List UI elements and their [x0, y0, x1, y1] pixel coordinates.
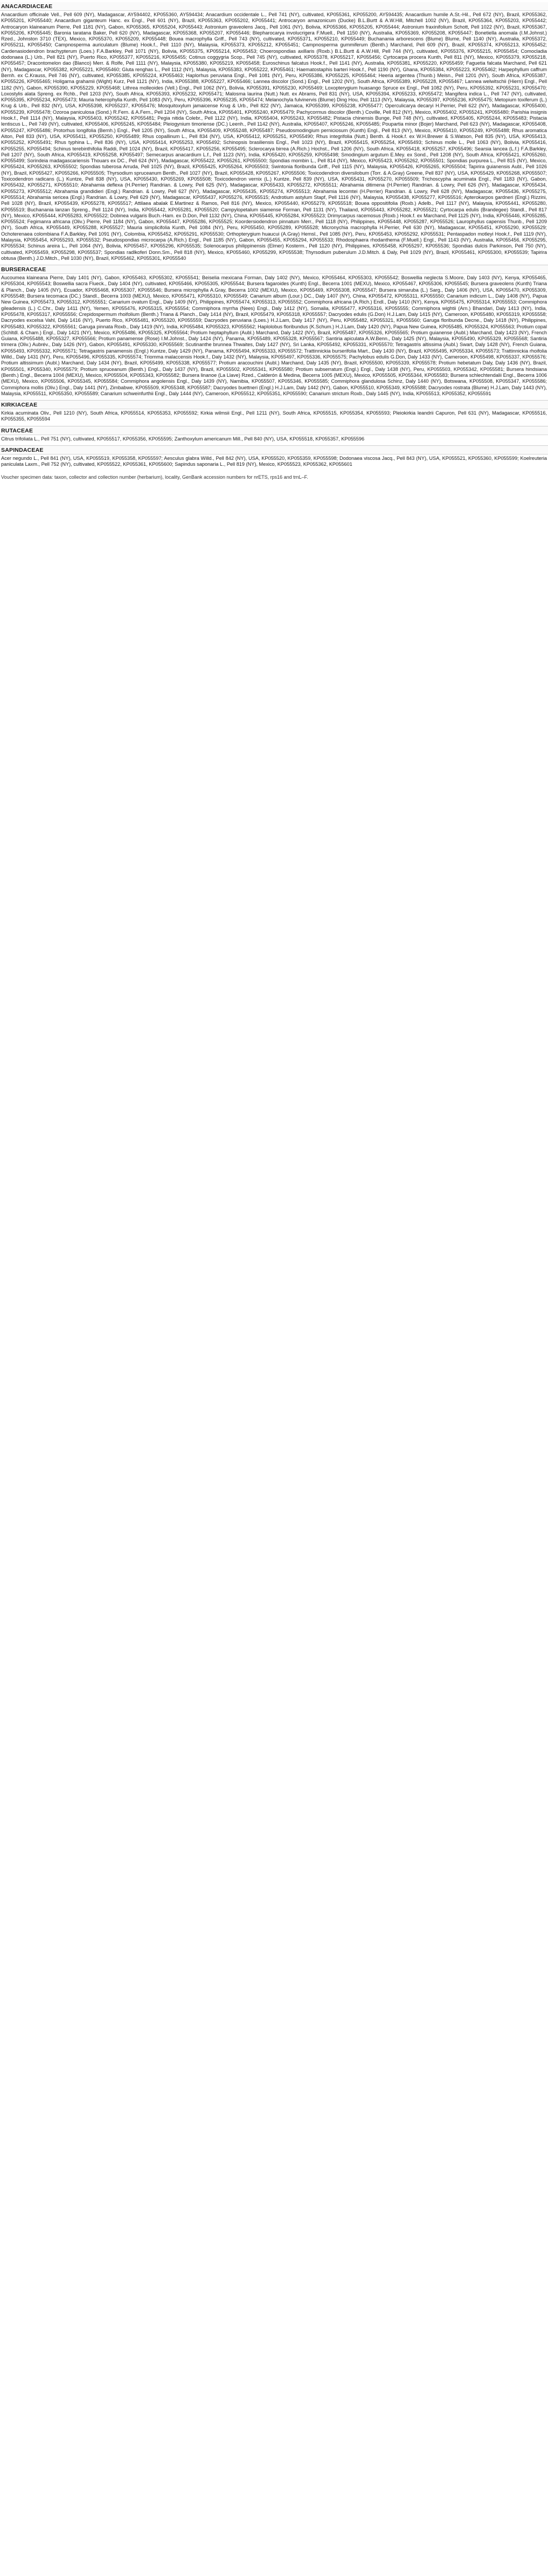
- family-section-rutaceae: [0, 426, 548, 445]
- family-heading: BURSERACEAE: [0, 265, 548, 274]
- family-entries: Acer negundo L., Pell 841 (NY), USA, KP055519, KP055358, KP055597; Aesculus glabra Willd., Pell 842 (NY), USA, KP055520, KP055359, KP055598; Dodonaea viscosa Jacq., Pell 843 (NY), USA, KP055521, KP055360, KP055599; Koelreuteria paniculata Laxm., Pell 752 (NY), cultivated, KP055522, KP055361, KP055600; Sapindus saponaria L., Pell 819 (NY), Mexico, KP055523, KP055362, KP055601: [1, 456, 547, 467]
- family-section-anacardiaceae: [0, 2, 548, 265]
- family-section-kirkiaceae: [0, 400, 548, 426]
- family-entries: Kirkia acuminata Oliv., Pell 1210 (NY), South Africa, KP055514, KP055353, KP055592; Kirkia wilmsii Engl., Pell 1211 (NY), South Africa, KP055515, KP055354, KP055593; Pleiokirkia leandrii Capuron, Pell 631 (NY), Madagascar, KP055516, KP055355, KP055594: [1, 410, 547, 422]
- family-heading: SAPINDACEAE: [0, 445, 548, 454]
- family-heading: KIRKIACEAE: [0, 400, 548, 409]
- family-section-sapindaceae: [0, 445, 548, 471]
- family-heading: RUTACEAE: [0, 426, 548, 435]
- family-heading: ANACARDIACEAE: [0, 2, 548, 11]
- family-entries: Citrus trifoliata L., Pell 751 (NY), cultivated, KP055517, KP055356, KP055595; Zanthoxylum americanum Mill., Pell 840 (NY), USA, KP055518, KP055357, KP055596: [1, 436, 365, 442]
- family-section-burseraceae: [0, 265, 548, 400]
- family-entries: Aucoumea klaineana Pierre, Daly 1401 (NY), Gabon, KP055463, KP055302, KP055541; Beiselia mexicana Forman, Daly 1402 (NY), Mexico, KP055464, KP055303, KP055542; Boswellia neglecta S.Moore, Daly 1403 (NY), Kenya, KP055465, KP055304, KP055543; Boswellia sacra Flueck., Daly 1404 (NY), cultivated, KP055466, KP055305, KP055544; Bursera fagaroides (Kunth) Engl., Becerra 1001 (MEXU), Mexico, KP055467, KP055306, KP055545; Bursera graveolens (Kunth) Triana & Planch., Daly 1405 (NY), Ecuador, KP055468, KP055307, KP055546; Bursera microphylla A.Gray, Becerra 1002 (MEXU), Mexico, KP055469, KP055308, KP055547; Bursera simaruba (L.) Sarg., Daly 1406 (NY), USA, KP055470, KP055309, KP055548; Bursera tecomaca (DC.) Standl., Becerra 1003 (MEXU), Mexico, KP055471, KP055310, KP055549; Canarium album (Lour.) DC., Daly 1407 (NY), China, KP055472, KP055311, KP055550; Canarium indicum L., Daly 1408 (NY), Papua New Guinea, KP055473, KP055312, KP055551; Canarium ovatum Engl., Daly 1409 (NY), Philippines, KP055474, KP055313, KP055552; Commiphora africana (A.Rich.) Endl., Daly 1410 (NY), Kenya, KP055475, KP055314, KP055553; Commiphora gileadensis (L.) C.Chr., Daly 1411 (NY), Yemen, KP055476, KP055315, KP055554; Commiphora myrrha (Nees) Engl., Daly 1412 (NY), Somalia, KP055477, KP055316, KP055555; Commiphora wightii (Arn.) Bhandari, Daly 1413 (NY), India, KP055478, KP055317, KP055556; Crepidospermum rhoifolium (Benth.) Triana & Planch., Daly 1414 (NY), Brazil, KP055479, KP055318, KP055557; Dacryodes edulis (G.Don) H.J.Lam, Daly 1415 (NY), Cameroon, KP055480, KP055319, KP055558; Dacryodes excelsa Vahl, Daly 1416 (NY), Puerto Rico, KP055481, KP055320, KP055559; Dacryodes peruviana (Loes.) H.J.Lam, Daly 1417 (NY), Peru, KP055482, KP055321, KP055560; Garuga floribunda Decne., Daly 1418 (NY), Philippines, KP055483, KP055322, KP055561; Garuga pinnata Roxb., Daly 1419 (NY), India, KP055484, KP055323, KP055562; Haplolobus floribundus (K.Schum.) H.J.Lam, Daly 1420 (NY), Papua New Guinea, KP055485, KP055324, KP055563; Protium copal (Schltdl. & Cham.) Engl., Daly 1421 (NY), Mexico, KP055486, KP055325, KP055564; Protium heptaphyllum (Aubl.) Marchand, Daly 1422 (NY), Brazil, KP055487, KP055326, KP055565; Protium guianense (Aubl.) Marchand, Daly 1423 (NY), French Guiana, KP055488, KP055327, KP055566; Protium panamense (Rose) I.M.Johnst., Daly 1424 (NY), Panama, KP055489, KP055328, KP055567; Santiria apiculata A.W.Benn., Daly 1425 (NY), Malaysia, KP055490, KP055329, KP055568; Santiria trimera (Oliv.) Aubrév., Daly 1426 (NY), Gabon, KP055491, KP055330, KP055569; Scutinanthe brunnea Thwaites, Daly 1427 (NY), Sri Lanka, KP055492, KP055331, KP055570; Tetragastris altissima (Aubl.) Swart, Daly 1428 (NY), French Guiana, KP055493, KP055332, KP055571; Tetragastris panamensis (Engl.) Kuntze, Daly 1429 (NY), Panama, KP055494, KP055333, KP055572; Trattinnickia burserifolia Mart., Daly 1430 (NY), Brazil, KP055495, KP055334, KP055573; Trattinnickia rhoifolia Willd., Daly 1431 (NY), Peru, KP055496, KP055335, KP055574; Triomma malaccensis Hook.f., Daly 1432 (NY), Malaysia, KP055497, KP055336, KP055575; Pachylobus edulis G.Don, Daly 1433 (NY), Cameroon, KP055498, KP055337, KP055576; Protium altissimum (Aubl.) Marchand, Daly 1434 (NY), Brazil, KP055499, KP055338, KP055577; Protium aracouchini (Aubl.) Marchand, Daly 1435 (NY), Brazil, KP055500, KP055339, KP055578; Protium hebetatum Daly, Daly 1436 (NY), Brazil, KP055501, KP055340, KP055579; Protium spruceanum (Benth.) Engl., Daly 1437 (NY), Brazil, KP055502, KP055341, KP055580; Protium subserratum (Engl.) Engl., Daly 1438 (NY), Peru, KP055503, KP055342, KP055581; Bursera hindsiana (Benth.) Engl., Becerra 1004 (MEXU), Mexico, KP055504, KP055343, KP055582; Bursera linanoe (La Llave) Rzed., Calderón & Medina, Becerra 1005 (MEXU), Mexico, KP055505, KP055344, KP055583; Bursera schlechtendalii Engl., Becerra 1006 (MEXU), Mexico, KP055506, KP055345, KP055584; Commiphora angolensis Engl., Daly 1439 (NY), Namibia, KP055507, KP055346, KP055585; Commiphora glandulosa Schinz, Daly 1440 (NY), Botswana, KP055508, KP055347, KP055586; Commiphora mollis (Oliv.) Engl., Daly 1441 (NY), Zimbabwe, KP055509, KP055348, KP055587; Dacryodes buettneri (Engl.) H.J.Lam, Daly 1442 (NY), Gabon, KP055510, KP055349, KP055588; Dacryodes rostrata (Blume) H.J.Lam, Daly 1443 (NY), Malaysia, KP055511, KP055350, KP055589; Canarium schweinfurthii Engl., Daly 1444 (NY), Cameroon, KP055512, KP055351, KP055590; Canarium strictum Roxb., Daly 1445 (NY), India, KP055513, KP055352, KP055591: [1, 275, 547, 396]
- table-footnote: Voucher specimen data: taxon, collector and collection number (herbarium), locality, GenBank accession numbers for nrETS, rps16 and trnL–F.: [1, 474, 308, 480]
- family-entries: Anacardium officinale Vell., Pell 609 (NY), Madagascar, AY594402, KP055360, AY594434; Anacardium occidentale L., Pell 741 (NY), cultivated, KP055361, KP055200, AY594435; Anacardium humile A.St.-Hil., Pell 672 (NY), Brazil, KP055362, KP055201, KP055440; Anacardium giganteum Hanc. ex Engl., Pell 601 (NY), Brazil, KP055363, KP055202, KP055441; Antrocaryon amazonicum (Ducke) B.L.Burtt & A.W.Hill, Mitchell 1002 (NY), Brazil, KP055364, KP055203, KP055442; Antrocaryon klaineanum Pierre, Pell 1181 (NY), Gabon, KP055365, KP055204, KP055443; Astronium graveolens Jacq., Pell 1061 (NY), Bolivia, KP055366, KP055205, KP055444; Astronium fraxinifolium Schott, Pell 1022 (NY), Brazil, KP055367, KP055206, KP055445; Baronia taratana Baker, Pell 620 (NY), Madagascar, KP055368, KP055207, KP055446; Blepharocarya involucrigera F.Muell., Pell 1150 (NY), Australia, KP055369, KP055208, KP055447; Bonetiella anomala (I.M.Johnst.) Rzed., Johnston 3710 (TEX), Mexico, KP055370, KP055209, KP055448; Bouea macrophylla Griff., Pell 743 (NY), cultivated, KP055371, KP055210, KP055449; Buchanania arborescens (Blume) Blume, Pell 1140 (NY), Australia, KP055372, KP055211, KP055450; Campnosperma auriculatum (Blume) Hook.f., Pell 1110 (NY), Malaysia, KP055373, KP055212, KP055451; Campnosperma gummiferum (Benth.) Marchand, Pell 609 (NY), Brazil, KP055374, KP055213, KP055452; Cardenasiodendron brachypterum (Loes.) F.A.Barkley, Pell 1071 (NY), Bolivia, KP055375, KP055214, KP055453; Choerospondias axillaris (Roxb.) B.L.Burtt & A.W.Hill, Pell 744 (NY), cultivated, KP055376, KP055215, KP055454; Comocladia dodonaea (L.) Urb., Pell 821 (NY), Puerto Rico, KP055377, KP055216, KP055455; Cotinus coggygria Scop., Pell 745 (NY), cultivated, KP055378, KP055217, KP055456; Cyrtocarpa procera Kunth, Pell 811 (NY), Mexico, KP055379, KP055218, KP055457; Dracontomelon dao (Blanco) Merr. & Rolfe, Pell 1111 (NY), Malaysia, KP055380, KP055219, KP055458; Euroschinus falcatus Hook.f., Pell 1141 (NY), Australia, KP055381, KP055220, KP055459; Faguetia falcata Marchand, Pell 621 (NY), Madagascar, KP055382, KP055221, KP055460; Gluta renghas L., Pell 1112 (NY), Malaysia, KP055383, KP055222, KP055461; Haematostaphis barteri Hook.f., Pell 1190 (NY), Ghana, KP055384, KP055223, KP055462; Harpephyllum caffrum Bernh. ex C.Krauss, Pell 746 (NY), cultivated, KP055385, KP055224, KP055463; Haplorhus peruviana Engl., Pell 1081 (NY), Peru, KP055386, KP055225, KP055464; Heeria argentea (Thunb.) Meisn., Pell 1201 (NY), South Africa, KP055387, KP055226, KP055465; Holigarna grahamii (Wight) Kurz, Pell 1121 (NY), India, KP055388, KP055227, KP055466; Lannea discolor (Sond.) Engl., Pell 1202 (NY), South Africa, KP055389, KP055228, KP055467; Lannea welwitschii (Hiern) Engl., Pell 1182 (NY), Gabon, KP055390, KP055229, KP055468; Lithrea molleoides (Vell.) Engl., Pell 1062 (NY), Bolivia, KP055391, KP055230, KP055469; Loxopterygium huasango Spruce ex Engl., Pell 1082 (NY), Peru, KP055392, KP055231, KP055470; Loxostylis alata Spreng. ex Rchb., Pell 1203 (NY), South Africa, KP055393, KP055232, KP055471; Malosma laurina (Nutt.) Nutt. ex Abrams, Pell 831 (NY), USA, KP055394, KP055233, KP055472; Mangifera indica L., Pell 747 (NY), cultivated, KP055395, KP055234, KP055473; Mauria heterophylla Kunth, Pell 1083 (NY), Peru, KP055396, KP055235, KP055474; Melanochyla fulvinervis (Blume) Ding Hou, Pell 1113 (NY), Malaysia, KP055397, KP055236, KP055475; Metopium toxiferum (L.) Krug & Urb., Pell 832 (NY), USA, KP055398, KP055237, KP055476; Mosquitoxylum jamaicense Krug & Urb., Pell 822 (NY), Jamaica, KP055399, KP055238, KP055477; Operculicarya decaryi H.Perrier, Pell 622 (NY), Madagascar, KP055400, KP055239, KP055478; Ozoroa paniculosa (Sond.) R.Fern. & A.Fern., Pell 1204 (NY), South Africa, KP055401, KP055240, KP055479; Pachycormus discolor (Benth.) Coville, Pell 812 (NY), Mexico, KP055402, KP055241, KP055480; Parishia insignis Hook.f., Pell 1114 (NY), Malaysia, KP055403, KP055242, KP055481; Pegia nitida Colebr., Pell 1122 (NY), India, KP055404, KP055243, KP055482; Pistacia chinensis Bunge, Pell 748 (NY), cultivated, KP055405, KP055244, KP055483; Pistacia lentiscus L., Pell 749 (NY), cultivated, KP055406, KP055245, KP055484; Pleiogynium timoriense (DC.) Leenh., Pell 1142 (NY), Australia, KP055407, KP055246, KP055485; Poupartia minor (Bojer) Marchand, Pell 623 (NY), Madagascar, KP055408, KP055247, KP055486; Protorhus longifolia (Bernh.) Engl., Pell 1205 (NY), South Africa, KP055409, KP055248, KP055487; Pseudosmodingium perniciosum (Kunth) Engl., Pell 813 (NY), Mexico, KP055410, KP055249, KP055488; Rhus aromatica Aiton, Pell 833 (NY), USA, KP055411, KP055250, KP055489; Rhus copallinum L., Pell 834 (NY), USA, KP055412, KP055251, KP055490; Rhus integrifolia (Nutt.) Benth. & Hook.f. ex W.H.Brewer & S.Watson, Pell 835 (NY), USA, KP055413, KP055252, KP055491; Rhus typhina L., Pell 836 (NY), USA, KP055414, KP055253, KP055492; Schinopsis brasiliensis Engl., Pell 1023 (NY), Brazil, KP055415, KP055254, KP055493; Schinus molle L., Pell 1063 (NY), Bolivia, KP055416, KP055255, KP055494; Schinus terebinthifolia Raddi, Pell 1024 (NY), Brazil, KP055417, KP055256, KP055495; Sclerocarya birrea (A.Rich.) Hochst., Pell 1206 (NY), South Africa, KP055418, KP055257, KP055496; Searsia lancea (L.f.) F.A.Barkley, Pell 1207 (NY), South Africa, KP055419, KP055258, KP055497; Semecarpus anacardium L.f., Pell 1123 (NY), India, KP055420, KP055259, KP055498; Smodingium argutum E.Mey. ex Sond., Pell 1208 (NY), South Africa, KP055421, KP055260, KP055499; Sorindeia madagascariensis Thouars ex DC., Pell 624 (NY), Madagascar, KP055422, KP055261, KP055500; Spondias mombin L., Pell 814 (NY), Mexico, KP055423, KP055262, KP055501; Spondias purpurea L., Pell 815 (NY), Mexico, KP055424, KP055263, KP055502; Spondias tuberosa Arruda, Pell 1025 (NY), Brazil, KP055425, KP055264, KP055503; Swintonia floribunda Griff., Pell 1115 (NY), Malaysia, KP055426, KP055265, KP055504; Tapirira guianensis Aubl., Pell 1026 (NY), Brazil, KP055427, KP055266, KP055505; Thyrsodium spruceanum Benth., Pell 1027 (NY), Brazil, KP055428, KP055267, KP055506; Toxicodendron diversilobum (Torr. & A.Gray) Greene, Pell 837 (NY), USA, KP055429, KP055268, KP055507; Toxicodendron radicans (L.) Kuntze, Pell 838 (NY), USA, KP055430, KP055269, KP055508; Toxicodendron vernix (L.) Kuntze, Pell 839 (NY), USA, KP055431, KP055270, KP055509; Trichoscypha acuminata Engl., Pell 1183 (NY), Gabon, KP055432, KP055271, KP055510; Abrahamia deflexa (H.Perrier) Randrian. & Lowry, Pell 625 (NY), Madagascar, KP055433, KP055272, KP055511; Abrahamia ditimena (H.Perrier) Randrian. & Lowry, Pell 626 (NY), Madagascar, KP055434, KP055273, KP055512; Abrahamia grandidieri (Engl.) Randrian. & Lowry, Pell 627 (NY), Madagascar, KP055435, KP055274, KP055513; Abrahamia lecomtei (H.Perrier) Randrian. & Lowry, Pell 628 (NY), Madagascar, KP055436, KP055275, KP055514; Abrahamia sericea (Engl.) Randrian. & Lowry, Pell 629 (NY), Madagascar, KP055437, KP055276, KP055515; Androtium astylum Stapf, Pell 1116 (NY), Malaysia, KP055438, KP055277, KP055516; Apterokarpos gardneri (Engl.) Rizzini, Pell 1028 (NY), Brazil, KP055439, KP055278, KP055517; Attilaea abalak E.Martinez & Ramos, Pell 816 (NY), Mexico, KP055440, KP055279, KP055518; Bouea oppositifolia (Roxb.) Adelb., Pell 1117 (NY), Malaysia, KP055441, KP055280, KP055519; Buchanania lanzan Spreng., Pell 1124 (NY), India, KP055442, KP055281, KP055520; Campylopetalum siamense Forman, Pell 1131 (NY), Thailand, KP055443, KP055282, KP055521; Cyrtocarpa edulis (Brandegee) Standl., Pell 817 (NY), Mexico, KP055444, KP055283, KP055522; Dobinea vulgaris Buch.-Ham. ex D.Don, Pell 1132 (NY), China, KP055445, KP055284, KP055523; Drimycarpus racemosus (Roxb.) Hook.f. ex Marchand, Pell 1125 (NY), India, KP055446, KP055285, KP055524; Fegimanra africana (Oliv.) Pierre, Pell 1184 (NY), Gabon, KP055447, KP055286, KP055525; Koordersiodendron pinnatum Merr., Pell 1118 (NY), Philippines, KP055448, KP055287, KP055526; Laurophyllus capensis Thunb., Pell 1209 (NY), South Africa, KP055449, KP055288, KP055527; Mauria simplicifolia Kunth, Pell 1084 (NY), Peru, KP055450, KP055289, KP055528; Micronychia macrophylla H.Perrier, Pell 630 (NY), Madagascar, KP055451, KP055290, KP055529; Ochoterenaea colombiana F.A.Barkley, Pell 1091 (NY), Colombia, KP055452, KP055291, KP055530; Orthopterygium huaucui (A.Gray) Hemsl., Pell 1085 (NY), Peru, KP055453, KP055292, KP055531; Pentaspadon motleyi Hook.f., Pell 1119 (NY), Malaysia, KP055454, KP055293, KP055532; Pseudospondias microcarpa (A.Rich.) Engl., Pell 1185 (NY), Gabon, KP055455, KP055294, KP055533; Rhodosphaera rhodanthema (F.Muell.) Engl., Pell 1143 (NY), Australia, KP055456, KP055295, KP055534; Schinus areira L., Pell 1064 (NY), Bolivia, KP055457, KP055296, KP055535; Solenocarpus philippinensis (Elmer) Kosterm., Pell 1120 (NY), Philippines, KP055458, KP055297, KP055536; Spondias dulcis Parkinson, Pell 750 (NY), cultivated, KP055459, KP055298, KP055537; Spondias radlkoferi Donn.Sm., Pell 818 (NY), Mexico, KP055460, KP055299, KP055538; Thyrsodium puberulum J.D.Mitch. & Daly, Pell 1029 (NY), Brazil, KP055461, KP055300, KP055539; Tapirira obtusa (Benth.) J.D.Mitch., Pell 1030 (NY), Brazil, KP055462, KP055301, KP055540: [1, 12, 547, 261]
